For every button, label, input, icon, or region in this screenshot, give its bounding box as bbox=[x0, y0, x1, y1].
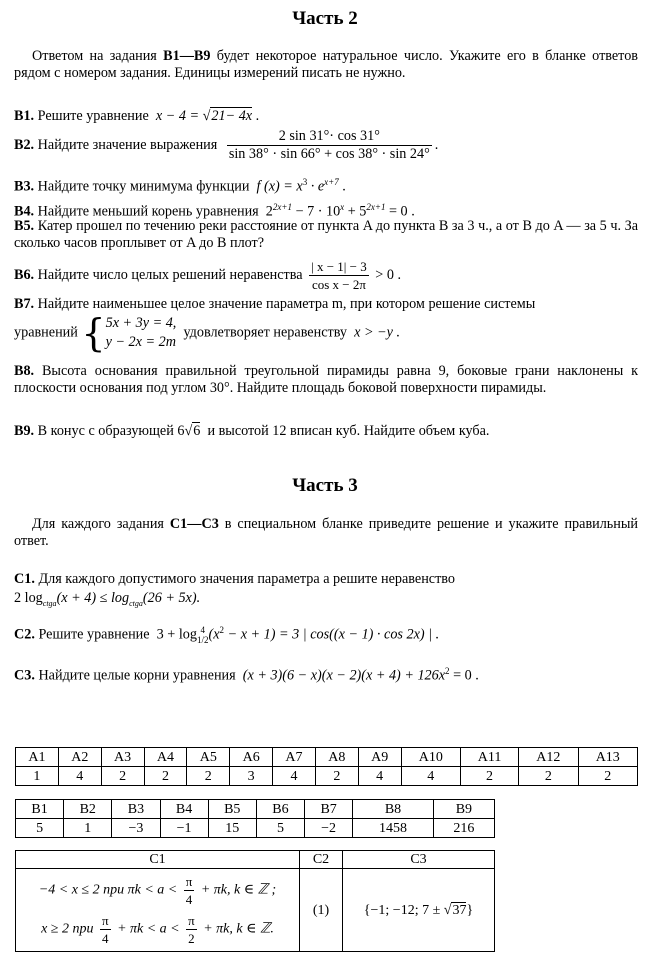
answers-b-header-cell: B4 bbox=[160, 800, 208, 819]
answers-a-value-cell: 2 bbox=[578, 767, 637, 786]
task-b3: B3. Найдите точку минимума функции f $(x) = x^3 \cdot e^{x+7}$ . bbox=[14, 177, 346, 195]
answers-a-header-cell: A3 bbox=[101, 748, 144, 767]
answers-b-header-cell: B7 bbox=[305, 800, 353, 819]
answers-a-value-cell: 2 bbox=[101, 767, 144, 786]
answers-b-value-cell: 15 bbox=[208, 819, 256, 838]
answers-a-value-cell: 2 bbox=[460, 767, 518, 786]
answers-a-header-row bbox=[16, 748, 638, 767]
task-b2: B2. Найдите значение выражения $\frac{2 \sin 31^\circ\cdot \cos 31^\circ}{\sin 38^\circ \cdot \sin 66^\circ + \cos 38^\circ \cdot \sin 24^\circ}$ . bbox=[14, 128, 439, 162]
part3-title: Часть 3 bbox=[292, 475, 358, 496]
answers-b-value-cell: −2 bbox=[305, 819, 353, 838]
task-b7: B7. Найдите наименьшее целое значение параметра m, при котором решение системы bbox=[14, 296, 536, 312]
answers-a-value-cell: 1 bbox=[16, 767, 59, 786]
task-b5: B5. Катер прошел по течению реки расстояние от пункта A до пункта B за 3 ч., а от B до A — за 5 ч. За сколько часов проплывет от A до B плот? bbox=[14, 218, 639, 251]
answers-c-value-c3: {−1; −12; 7 ± √37} bbox=[343, 869, 495, 952]
answers-a-value-cell: 4 bbox=[273, 767, 316, 786]
answers-a-header-cell: A4 bbox=[144, 748, 187, 767]
answers-a-header-cell: A8 bbox=[315, 748, 358, 767]
task-b6: B6. Найдите число целых решений неравенства $\frac{| x - 1| - 3}{\text{cos x − 2π}}$ > 0 . bbox=[14, 259, 402, 292]
answers-a-header-cell: A2 bbox=[58, 748, 101, 767]
task-b7-system: уравнений { 5x + 3y = 4, y − 2x = 2m удовлетворяет неравенству x > −y . bbox=[14, 311, 401, 355]
answers-c-table bbox=[15, 850, 495, 952]
task-b1: B1. Решите уравнение x − 4 = √21− 4x . bbox=[14, 108, 260, 124]
answers-a-header-cell: A9 bbox=[358, 748, 401, 767]
answers-b-header-cell: B3 bbox=[112, 800, 160, 819]
answers-a-value-cell: 2 bbox=[519, 767, 578, 786]
answers-c-header-c1: C1 bbox=[16, 851, 300, 869]
answers-b-header-cell: B9 bbox=[433, 800, 494, 819]
answers-b-value-cell: −3 bbox=[112, 819, 160, 838]
answers-b-value-cell: 5 bbox=[256, 819, 304, 838]
answers-c-header-c3: C3 bbox=[343, 851, 495, 869]
task-c3: C3. Найдите целые корни уравнения $(x + 3)(6 - x)(x - 2)(x + 4) + 126x^2 = 0$ . bbox=[14, 666, 479, 684]
answers-b-value-cell: 1458 bbox=[353, 819, 434, 838]
answers-a-value-cell: 4 bbox=[401, 767, 460, 786]
answers-a-value-cell: 4 bbox=[58, 767, 101, 786]
task-c1: C1. Для каждого допустимого значения параметра a решите неравенство bbox=[14, 571, 455, 587]
part2-intro: Ответом на задания B1—B9 будет некоторое натуральное число. Укажите его в бланке ответов рядом с номером задания. Единицы измерений писать не нужно. bbox=[14, 48, 638, 81]
answers-c-value-c1: −4 < x ≤ 2 при πk < a < $\frac{\pi}{4}$ + πk, k ∈ ℤ ; x ≥ 2 при $\frac{\pi}{4}$ + πk < a < $\frac{\pi}{2}$ + πk, k ∈ ℤ. bbox=[16, 869, 300, 952]
answers-a-header-cell: A6 bbox=[230, 748, 273, 767]
answers-a-header-cell: A10 bbox=[401, 748, 460, 767]
answers-a-header-cell: A1 bbox=[16, 748, 59, 767]
answers-c-header-c2: C2 bbox=[300, 851, 343, 869]
answers-a-value-cell: 2 bbox=[315, 767, 358, 786]
answers-a-header-cell: A12 bbox=[519, 748, 578, 767]
answers-a-values-row bbox=[16, 767, 638, 786]
task-c1-inequality: 2 $\log_{ctga}(x + 4) \le \log_{ctga}(26 + 5x)$. bbox=[14, 590, 201, 608]
answers-a-value-cell: 4 bbox=[358, 767, 401, 786]
answers-a-table bbox=[15, 747, 638, 786]
answers-b-header-cell: B2 bbox=[64, 800, 112, 819]
task-b8: B8. Высота основания правильной треугольной пирамиды равна 9, боковые грани наклонены к плоскости основания под углом 30°. Найдите площадь боковой поверхности пирамиды. bbox=[14, 363, 639, 396]
task-b9: B9. В конус с образующей 6√6 и высотой 12 вписан куб. Найдите объем куба. bbox=[14, 423, 490, 439]
answers-b-value-cell: 216 bbox=[433, 819, 494, 838]
answers-b-table bbox=[15, 799, 495, 838]
part2-title: Часть 2 bbox=[292, 8, 358, 29]
answers-a-value-cell: 3 bbox=[230, 767, 273, 786]
answers-b-value-cell: 5 bbox=[16, 819, 64, 838]
task-b4: B4. Найдите меньший корень уравнения $2^{2x+1} - 7 \cdot 10^x + 5^{2x+1} = 0$ . bbox=[14, 202, 415, 220]
answers-a-header-cell: A7 bbox=[273, 748, 316, 767]
part3-intro: Для каждого задания C1—C3 в специальном бланке приведите решение и укажите правильный ответ. bbox=[14, 516, 638, 549]
answers-a-value-cell: 2 bbox=[144, 767, 187, 786]
answers-b-header-cell: B5 bbox=[208, 800, 256, 819]
answers-a-header-cell: A5 bbox=[187, 748, 230, 767]
answers-b-value-cell: 1 bbox=[64, 819, 112, 838]
answers-a-value-cell: 2 bbox=[187, 767, 230, 786]
answers-b-header-cell: B6 bbox=[256, 800, 304, 819]
task-c2: C2. Решите уравнение 3 + log 4 1/2 $(x^2 - x + 1) = 3$ | cos((x − 1) · cos 2x) | . bbox=[14, 625, 440, 646]
answers-b-header-row bbox=[16, 800, 495, 819]
answers-b-header-cell: B1 bbox=[16, 800, 64, 819]
answers-a-header-cell: A13 bbox=[578, 748, 637, 767]
answers-a-header-cell: A11 bbox=[460, 748, 518, 767]
answers-b-values-row bbox=[16, 819, 495, 838]
answers-b-header-cell: B8 bbox=[353, 800, 434, 819]
answers-c-value-c2: (1) bbox=[300, 869, 343, 952]
answers-b-value-cell: −1 bbox=[160, 819, 208, 838]
